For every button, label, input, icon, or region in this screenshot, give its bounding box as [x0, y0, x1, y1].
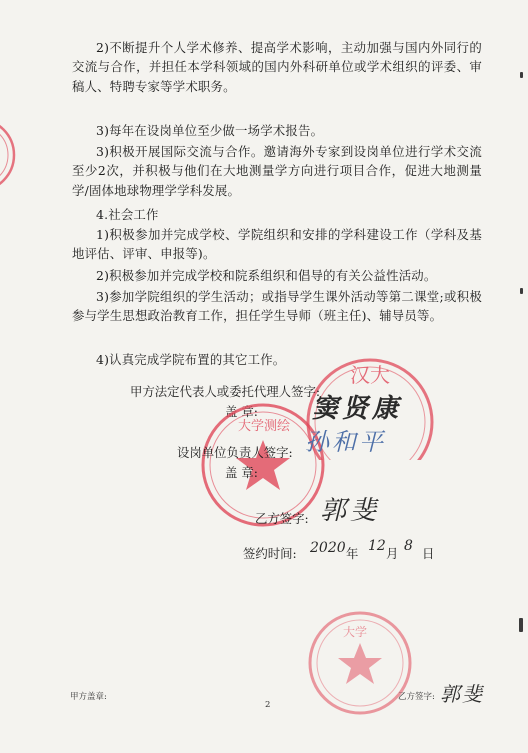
paragraph: 1)积极参加并完成学校、学院组织和安排的学科建设工作（学科及基地评估、评审、申报等)。: [72, 227, 482, 262]
paragraph: 3)参加学院组织的学生活动；或指导学生课外活动等第二课堂;或积极参与学生思想政治教育工作，担任学生导师（班主任)、辅导员等。: [72, 289, 482, 324]
handwritten-signature-party-a: 窦贤康: [312, 394, 403, 424]
handwritten-signature-party-b: 郭斐: [320, 496, 381, 526]
sign-month: 12: [368, 538, 386, 554]
scan-mark: [520, 288, 523, 294]
paragraph: 3)每年在设岗单位至少做一场学术报告。: [96, 123, 324, 138]
footer-party-b-sign: 乙方签字:: [398, 692, 435, 702]
edge-seal-left: [0, 110, 18, 200]
handwritten-signature-post-leader: 孙和平: [305, 428, 386, 456]
paragraph: 2)积极参加并完成学校和院系组织和倡导的有关公益性活动。: [96, 268, 437, 283]
scan-mark: [519, 618, 523, 632]
year-char: 年: [346, 546, 359, 561]
sign-year: 2020: [310, 540, 346, 556]
seal-label: 盖 章:: [225, 404, 258, 419]
month-char: 月: [386, 546, 399, 561]
footer-handwritten-signature: 郭斐: [440, 682, 484, 706]
party-a-representative-label: 甲方法定代表人或委托代理人签字:: [130, 384, 321, 399]
paragraph: 4)认真完成学院布置的其它工作。: [96, 352, 286, 367]
seal-text: 汉大: [350, 363, 390, 387]
paragraph: 3)积极开展国际交流与合作。邀请海外专家到设岗单位进行学术交流至少2次，并积极与他们在大地测量学方向进行项目合作，促进大地测量学/固体地球物理学学科发展。: [72, 144, 482, 198]
day-char: 日: [422, 546, 435, 561]
footer-party-a-seal: 甲方盖章:: [70, 692, 107, 702]
seal-text: 大学: [343, 625, 368, 639]
sign-day: 8: [404, 538, 413, 554]
page-number: 2: [265, 700, 271, 710]
party-b-label: 乙方签字:: [255, 511, 309, 526]
scan-mark: [520, 72, 523, 78]
sign-date-label: 签约时间:: [243, 546, 297, 561]
section-heading: 4.社会工作: [96, 207, 159, 222]
seal-label-2: 盖 章:: [225, 465, 258, 480]
paragraph: 2)不断提升个人学术修养、提高学术影响，主动加强与国内外同行的交流与合作，并担任本学科领域的国内外科研单位或学术组织的评委、审稿人、特聘专家等学术职务。: [72, 40, 482, 94]
seal-text: 大学测绘: [238, 419, 291, 434]
post-leader-label: 设岗单位负责人签字:: [177, 445, 293, 460]
